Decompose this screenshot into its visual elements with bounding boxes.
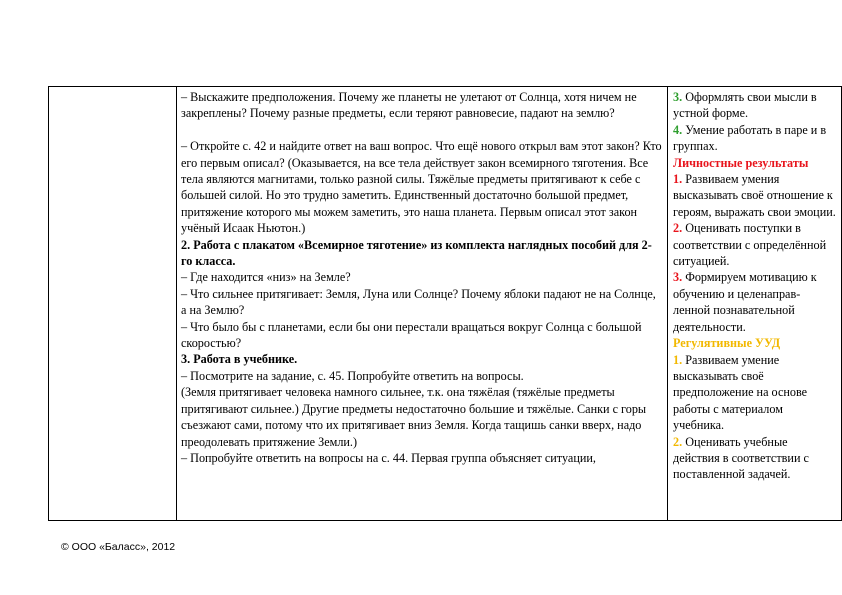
paragraph-textbook-answer: – Откройте с. 42 и найдите ответ на ваш вопрос. Что ещё нового открыл вам этот закон? Кто его первым описал? (Оказывается, на все тела действует закон всемирного тяготения. Все тела являются магнитами, только разной силы. Тяжёлые предметы притягивают к себе с большей силой. Но это трудно заметить. Единственный достаточно большой предмет, притяжение которого мы можем заметить, это наша планета. Первым описал этот закон учёный Исаак Ньютон.): [181, 139, 662, 236]
result-number: 3.: [673, 90, 683, 104]
result-text: Развиваем умение высказывать своё предположение на основе работы с материалом учебника.: [673, 352, 808, 433]
question-planets: – Что было бы с планетами, если бы они перестали вращаться вокруг Солнца с большой скоростью?: [181, 319, 642, 351]
result-number: 1.: [673, 352, 683, 367]
copyright-footer: © ООО «Баласс», 2012: [61, 541, 176, 553]
table-row: [49, 87, 842, 521]
task-page-45: – Посмотрите на задание, с. 45. Попробуйте ответить на вопросы.: [181, 368, 524, 383]
personal-item-2: [673, 220, 837, 269]
result-number: 1.: [673, 172, 683, 187]
result-text: Оформлять свои мысли в устной форме.: [673, 90, 817, 121]
result-item-4: [673, 122, 837, 155]
personal-results-heading: Личностные результаты: [673, 155, 809, 170]
results-cell: [668, 87, 842, 521]
result-text: Развиваем умения высказывать своё отношение к героям, выражать свои эмоции.: [673, 172, 836, 219]
paragraph-explanation: (Земля притягивает человека намного сильнее, т.к. она тяжёлая (тяжёлые предметы притягивают сильнее.) Другие предметы недостаточно большие и тяжёлые. Санки с горы съезжают сами, потому что их притягивает вниз Земля. Когда тащишь санки вверх, надо преодолевать притяжение Земли.): [181, 385, 647, 449]
teacher-activity-cell: [177, 87, 668, 521]
result-text: Оценивать учебные действия в соответствии с поставленной задачей.: [673, 434, 809, 482]
result-text: Формируем мотивацию к обучению и целенаправ-ленной познавательной деятельности.: [673, 270, 817, 334]
personal-item-1: [673, 171, 837, 220]
task-page-44: – Попробуйте ответить на вопросы на с. 44. Первая группа объясняет ситуации,: [181, 450, 596, 465]
lesson-plan-table: [48, 86, 842, 521]
result-number: 3.: [673, 270, 683, 285]
result-text: Умение работать в паре и в группах.: [673, 122, 827, 154]
question-down: – Где находится «низ» на Земле?: [181, 270, 351, 285]
regulatory-item-2: [673, 434, 837, 483]
regulatory-heading: Регулятивные УУД: [673, 336, 781, 351]
personal-item-3: [673, 269, 837, 335]
result-item-3: [673, 89, 837, 122]
heading-textbook-work: 3. Работа в учебнике.: [181, 352, 298, 367]
result-number: 4.: [673, 122, 683, 137]
result-number: 2.: [673, 434, 683, 449]
regulatory-item-1: [673, 352, 837, 434]
question-attraction: – Что сильнее притягивает: Земля, Луна или Солнце? Почему яблоки падают не на Солнце, а на Землю?: [181, 286, 656, 318]
result-text: Оценивать поступки в соответствии с определённой ситуацией.: [673, 221, 827, 269]
stage-cell: [49, 87, 177, 521]
paragraph-hypothesis: – Выскажите предположения. Почему же планеты не улетают от Солнца, хотя ничем не закреплены? Почему разные предметы, если теряют равновесие, падают на землю?: [181, 90, 637, 121]
paragraph-gap: [181, 122, 663, 138]
result-number: 2.: [673, 221, 683, 236]
heading-poster-work: 2. Работа с плакатом «Всемирное тяготение» из комплекта наглядных пособий для 2-го класса.: [181, 237, 652, 269]
